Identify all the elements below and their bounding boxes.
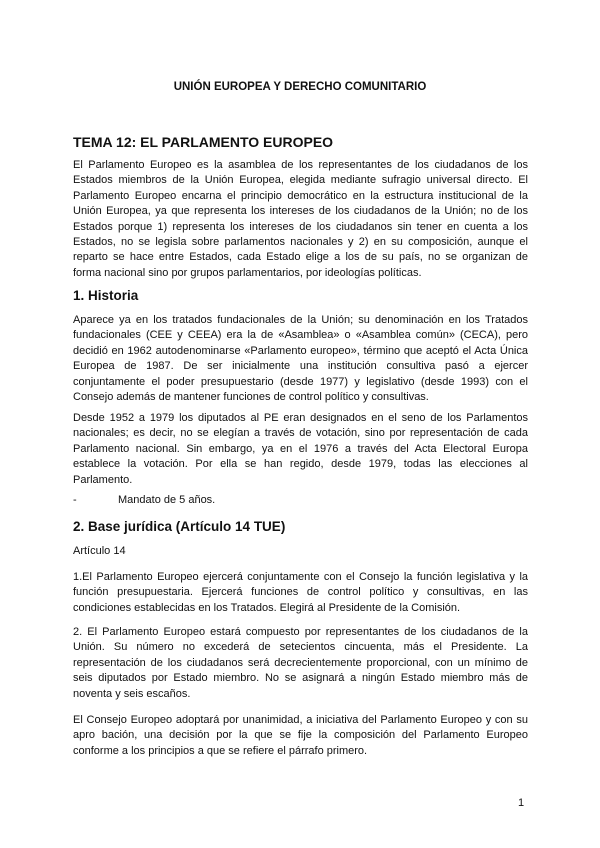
text-line: fundacionales (CEE y CEEA) era la de «Asamblea» o «Asamblea común» (CECA), pero — [73, 329, 528, 342]
text-line: Estados porque 1) representa los intereses de los ciudadanos sin tener en cuenta a los — [73, 220, 528, 233]
article-paragraph-3 — [73, 713, 528, 759]
article-label: Artículo 14 — [73, 545, 126, 557]
text-line: Parlamento nacional. Sin embargo, ya en el 1976 a través del Acta Electoral Europa — [73, 442, 528, 455]
text-line: conjuntamente el poder presupuestario (desde 1977) y legislativo (desde 1993) con el — [73, 375, 528, 388]
section-base-juridica-heading: 2. Base jurídica (Artículo 14 TUE) — [73, 519, 286, 534]
tema-heading: TEMA 12: EL PARLAMENTO EUROPEO — [73, 134, 334, 150]
text-line: condiciones establecidas en los Tratados. Elegirá al Presidente de la Comisión. — [73, 601, 461, 614]
text-line: Estados miembros de la Unión Europea, elegida mediante sufragio universal directo. El — [73, 174, 528, 187]
text-line: forma nacional sino por grupos parlamentarios, por ideologías políticas. — [73, 266, 422, 279]
text-line: decidió en 1962 autodenominarse «Parlamento europeo», término que aceptó el Acta Única — [73, 344, 528, 357]
text-line: apro bación, una decisión por la que se fije la composición del Parlamento Europeo — [73, 729, 528, 742]
text-line: Europea de 1987. De ser inicialmente una institución consultiva pasó a ejercer — [73, 360, 528, 373]
historia-paragraph-2 — [73, 411, 528, 488]
text-line: Estados, no se legisla sobre parlamentos nacionales y 2) en su composición, aunque el — [73, 236, 528, 249]
page-number: 1 — [518, 797, 525, 809]
bullet-text: Mandato de 5 años. — [118, 494, 216, 506]
text-line: reparto se hace entre Estados, cada Estado elige a los de su país, no se organizan de — [73, 251, 528, 264]
text-line: Unión Europea, ya que representa los intereses de los ciudadanos de la Unión; no de los — [73, 205, 528, 218]
text-line: conforme a los principios a que se refiere el párrafo primero. — [73, 744, 368, 757]
text-line: 2. El Parlamento Europeo estará compuesto por representantes de los ciudadanos de la — [73, 626, 528, 638]
text-line: Consejo además de mantener funciones de control político y consultivas. — [73, 391, 429, 404]
bullet-marker: - — [73, 494, 77, 506]
text-line: seis diputados por Estado miembro. No se asignará a ningún Estado miembro más de — [73, 672, 528, 685]
text-line: establece la votación. Por ella se han regido, desde 1979, todas las elecciones al — [73, 458, 528, 471]
text-line: Unión. Su número no excederá de setecientos cincuenta, más el Presidente. La — [73, 641, 528, 654]
text-line: función presupuestaria. Ejercerá funciones de control político y consultivas, en las — [73, 586, 528, 599]
text-line: Desde 1952 a 1979 los diputados al PE eran designados en el seno de los Parlamentos — [73, 412, 528, 424]
text-line: representación de los ciudadanos será decrecientemente proporcional, con un mínimo de — [73, 656, 528, 669]
text-line: Parlamento. — [73, 473, 133, 486]
text-line: 1.El Parlamento Europeo ejercerá conjuntamente con el Consejo la función legislativa y la — [73, 571, 528, 583]
text-line: noventa y seis escaños. — [73, 687, 191, 700]
text-line: nacionales; es decir, no se elegían a través de votación, sino por representación de cada — [73, 427, 528, 440]
text-line: Parlamento Europeo encarna el principio democrático en la estructura institucional de la — [73, 189, 528, 202]
text-line: El Consejo Europeo adoptará por unanimidad, a iniciativa del Parlamento Europeo y con su — [73, 714, 528, 726]
intro-paragraph — [73, 158, 528, 281]
text-line: El Parlamento Europeo es la asamblea de los representantes de los ciudadanos de los — [73, 159, 528, 171]
bullet-item — [73, 494, 216, 506]
article-paragraph-2 — [73, 625, 528, 702]
section-historia-heading: 1. Historia — [73, 288, 139, 303]
document-title: UNIÓN EUROPEA Y DERECHO COMUNITARIO — [173, 81, 427, 93]
historia-paragraph-1 — [73, 313, 528, 405]
text-line: Aparece ya en los tratados fundacionales de la Unión; su denominación en los Tratados — [73, 314, 528, 326]
article-paragraph-1 — [73, 570, 528, 616]
